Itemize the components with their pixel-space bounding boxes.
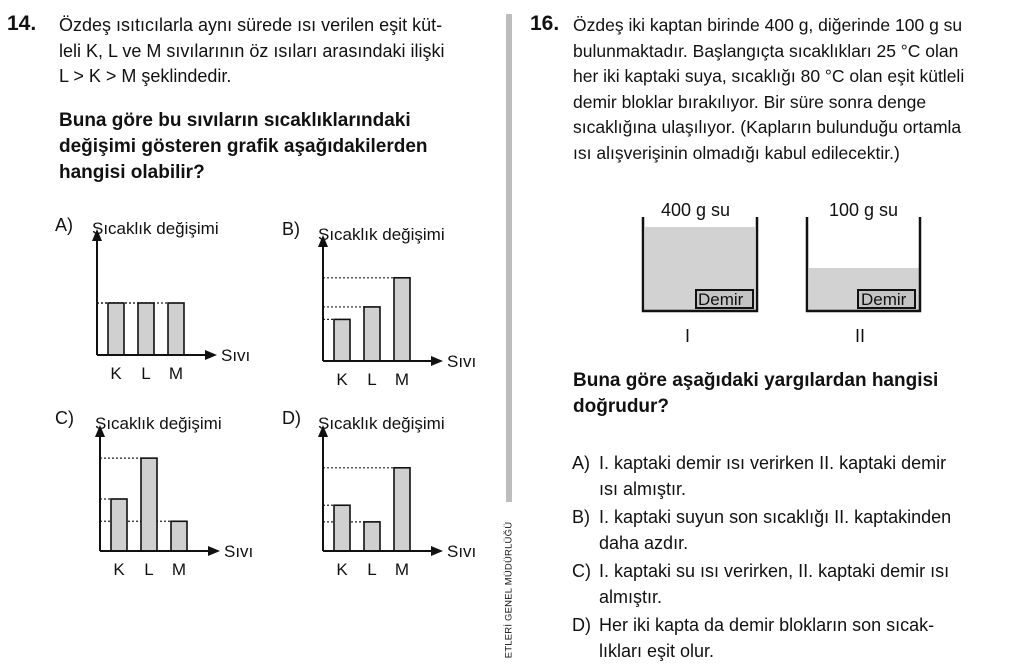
q16-text — [573, 13, 964, 166]
q16-question — [573, 368, 938, 420]
tick-label: L — [367, 370, 377, 389]
q16-text-line: sıcaklığına ulaşılıyor. (Kapların bulunduğu ortamla — [573, 117, 962, 137]
column-divider — [506, 14, 512, 502]
demir-label-1: Demir — [698, 290, 744, 309]
option-d-line: Her iki kapta da demir blokların son sıcak- — [599, 615, 935, 635]
tick-label: M — [394, 370, 410, 389]
q14-text-line: leli K, L ve M sıvılarının öz ısıları arasındaki ilişki — [59, 40, 445, 61]
x-axis-arrow-icon — [208, 546, 220, 556]
container-1-label: 400 g su — [661, 200, 731, 220]
bar-M — [168, 303, 184, 355]
option-b-letter: B) — [572, 507, 590, 527]
option-c-letter: C) — [572, 561, 591, 581]
tick-label: M — [171, 560, 187, 579]
bar-K — [111, 499, 127, 551]
q16-text-line: demir bloklar bırakılıyor. Bir süre sonra denge — [573, 91, 927, 112]
option-a[interactable] — [572, 451, 1017, 502]
demir-label-2: Demir — [861, 290, 907, 309]
graph-b — [318, 225, 476, 389]
option-c-line: almıştır. — [599, 586, 663, 607]
graph-c-letter: C) — [55, 408, 74, 428]
option-d-line: lıkları eşit olur. — [599, 640, 715, 661]
tick-label: K — [110, 364, 122, 383]
answer-options — [572, 451, 1017, 664]
option-d[interactable] — [572, 613, 1017, 664]
y-axis-label: Sıcaklık değişimi — [92, 219, 219, 238]
q16-number: 16. — [530, 12, 560, 35]
x-axis-arrow-icon — [431, 546, 443, 556]
graph-b-letter: B) — [282, 219, 300, 239]
tick-label: K — [113, 560, 125, 579]
tick-label: K — [336, 370, 348, 389]
tick-label: L — [367, 560, 377, 579]
graph-d-letter: D) — [282, 408, 301, 428]
q14-graphs — [0, 0, 505, 670]
y-axis-label: Sıcaklık değişimi — [318, 225, 445, 244]
q14-text-line: Özdeş ısıtıcılarla aynı sürede ısı verilen eşit küt- — [59, 15, 443, 35]
bar-L — [364, 307, 380, 361]
y-axis-label: Sıcaklık değişimi — [95, 414, 222, 433]
roman-1: I — [685, 326, 691, 346]
bar-K — [334, 505, 350, 551]
bar-L — [141, 458, 157, 551]
x-axis-label: Sıvı — [221, 346, 251, 365]
graph-a-letter: A) — [55, 215, 73, 235]
option-c-line: I. kaptaki su ısı verirken, II. kaptaki demir ısı — [599, 561, 950, 581]
q16-text-line: her iki kaptaki suya, sıcaklığı 80 °C olan eşit kütleli — [573, 66, 965, 86]
option-c[interactable] — [572, 559, 1017, 610]
y-axis-label: Sıcaklık değişimi — [318, 414, 445, 433]
graph-a — [92, 219, 250, 383]
q16-question-line: doğrudur? — [573, 396, 670, 417]
bar-K — [108, 303, 124, 355]
tick-label: M — [168, 364, 184, 383]
x-axis-label: Sıvı — [447, 542, 477, 561]
x-axis-arrow-icon — [431, 356, 443, 366]
tick-label: L — [141, 364, 151, 383]
graph-d — [318, 414, 476, 579]
bar-L — [138, 303, 154, 355]
q14-question-line: hangisi olabilir? — [59, 162, 205, 183]
q16-text-line: ısı alışverişinin olmadığı kabul edilecektir.) — [573, 142, 900, 163]
option-d-letter: D) — [572, 615, 591, 635]
graph-c — [95, 414, 253, 579]
bar-M — [394, 468, 410, 551]
bar-M — [171, 521, 187, 551]
tick-label: L — [144, 560, 154, 579]
roman-2: II — [855, 326, 866, 346]
x-axis-label: Sıvı — [224, 542, 254, 561]
option-a-line: I. kaptaki demir ısı verirken II. kaptaki demir — [599, 453, 947, 473]
container-2-label: 100 g su — [829, 200, 899, 220]
option-a-letter: A) — [572, 453, 590, 473]
bar-K — [334, 319, 350, 361]
q14-text-line: L > K > M şeklindedir. — [59, 66, 232, 86]
bar-L — [364, 522, 380, 551]
option-b-line: I. kaptaki suyun son sıcaklığı II. kaptakinden — [599, 507, 952, 527]
q14-question-line: Buna göre bu sıvıların sıcaklıklarındaki — [59, 110, 411, 131]
tick-label: M — [394, 560, 410, 579]
q16-question-line: Buna göre aşağıdaki yargılardan hangisi — [573, 370, 939, 391]
q16-text-line: Özdeş iki kaptan birinde 400 g, diğerinde 100 g su — [573, 15, 963, 35]
x-axis-arrow-icon — [205, 350, 217, 360]
tick-label: K — [336, 560, 348, 579]
x-axis-label: Sıvı — [447, 352, 477, 371]
bar-M — [394, 278, 410, 361]
q14-number: 14. — [7, 12, 37, 35]
option-a-line: ısı almıştır. — [599, 478, 687, 499]
q16-text-line: bulunmaktadır. Başlangıçta sıcaklıkları 25 °C olan — [573, 40, 959, 61]
sidebar-text: ETLERİ GENEL MÜDÜRLÜĞÜ — [503, 521, 515, 659]
q14-question-line: değişimi gösteren grafik aşağıdakilerden — [59, 136, 428, 157]
option-b[interactable] — [572, 505, 1017, 556]
option-b-line: daha azdır. — [599, 532, 689, 553]
